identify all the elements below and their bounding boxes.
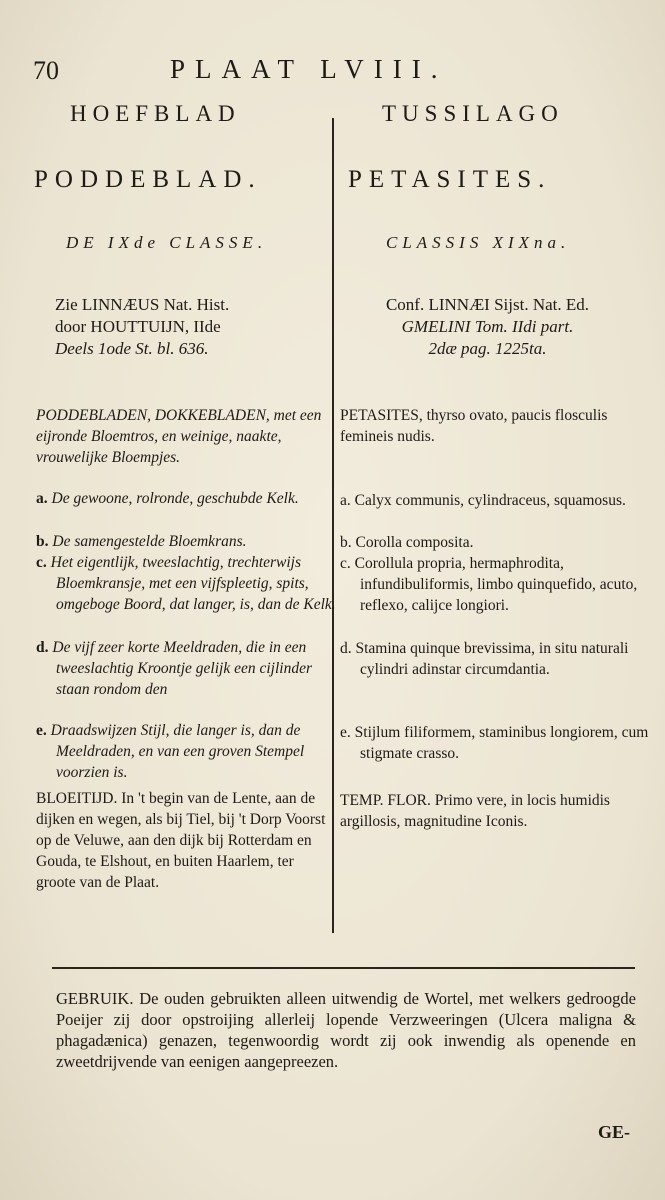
right-intro: PETASITES, thyrso ovato, paucis flosculis femineis nudis. bbox=[340, 407, 608, 445]
item-label: e. bbox=[340, 724, 351, 741]
gebruik-paragraph: GEBRUIK. De ouden gebruikten alleen uitwendig de Wortel, met welkers gedroogde Poeijer zij door opstroijing allerleij lopende Verzweeringen (Ulcera maligna & phagadænica) genazen, tegenwoordig wordt zij ook inwendig als openende en zweetdrijvende van eenigen aangepreezen. bbox=[56, 989, 636, 1071]
plate-title: PLAAT LVIII. bbox=[170, 54, 448, 84]
left-item-b bbox=[36, 531, 346, 552]
left-item-d bbox=[36, 637, 346, 700]
right-ref-line3: 2dæ pag. 1225ta. bbox=[428, 339, 547, 358]
right-title-tussilago: TUSSILAGO bbox=[382, 101, 564, 126]
left-intro: PODDEBLADEN, DOKKEBLADEN, met een eijronde Bloemtros, en weinige, naakte, vrouwelijke Bloempjes. bbox=[36, 407, 322, 466]
right-temp-flor: TEMP. FLOR. Primo vere, in locis humidis argillosis, magnitudine Iconis. bbox=[340, 792, 610, 830]
right-item-b bbox=[340, 532, 654, 553]
item-label: c. bbox=[340, 555, 351, 572]
item-text: Corollula propria, hermaphrodita, infundibuliformis, limbo quinquefido, acuto, reflexo, calijce longiori. bbox=[354, 555, 638, 614]
item-label: a. bbox=[36, 490, 48, 507]
right-ref-line2: GMELINI Tom. IIdi part. bbox=[401, 317, 574, 336]
left-ref-line2: door HOUTTUIJN, IIde bbox=[55, 317, 221, 336]
right-reference bbox=[340, 294, 635, 360]
item-text: De gewoone, rolronde, geschubde Kelk. bbox=[51, 490, 299, 507]
item-text: Draadswijzen Stijl, die langer is, dan de Meeldraden, en van een groven Stempel voorzien is. bbox=[50, 722, 305, 781]
item-label: e. bbox=[36, 722, 47, 739]
left-ref-line3: Deels 1ode St. bl. 636. bbox=[55, 339, 209, 358]
left-title-hoefblad: HOEFBLAD bbox=[70, 101, 241, 126]
item-label: a. bbox=[340, 492, 351, 509]
left-title-poddeblad: PODDEBLAD. bbox=[34, 166, 262, 193]
page-number: 70 bbox=[33, 56, 59, 85]
left-item-c bbox=[36, 552, 346, 615]
left-bloeitijd: BLOEITIJD. In 't begin van de Lente, aan de dijken en wegen, als bij Tiel, bij 't Dorp Voorst op de Veluwe, aan den dijk bij Rotterdam en Gouda, te Elshout, en buiten Haarlem, ter groote van de Plaat. bbox=[36, 790, 326, 891]
right-classis: CLASSIS XIXna. bbox=[386, 233, 571, 252]
left-classe: DE IXde CLASSE. bbox=[66, 233, 268, 252]
item-text: Corolla composita. bbox=[355, 534, 474, 551]
item-label: d. bbox=[36, 639, 49, 656]
right-item-c bbox=[340, 553, 654, 616]
left-item-a bbox=[36, 488, 346, 509]
left-item-e bbox=[36, 720, 346, 783]
catchword: GE- bbox=[598, 1122, 631, 1142]
item-text: Calyx communis, cylindraceus, squamosus. bbox=[354, 492, 626, 509]
item-label: b. bbox=[340, 534, 352, 551]
footer-rule bbox=[52, 967, 635, 969]
right-title-petasites: PETASITES. bbox=[348, 166, 552, 193]
item-text: De vijf zeer korte Meeldraden, die in een tweeslachtig Kroontje gelijk een cijlinder staan rondom den bbox=[52, 639, 312, 698]
left-ref-line1: Zie LINNÆUS Nat. Hist. bbox=[55, 295, 230, 314]
item-label: c. bbox=[36, 554, 47, 571]
item-label: d. bbox=[340, 640, 352, 657]
item-text: Het eigentlijk, tweeslachtig, trechterwijs Bloemkransje, met een vijfspleetig, spits, omgeboge Boord, dat langer, is, dan de Kelk. bbox=[50, 554, 336, 613]
item-label: b. bbox=[36, 533, 49, 550]
column-divider bbox=[332, 118, 334, 933]
right-item-d bbox=[340, 638, 654, 680]
right-ref-line1: Conf. LINNÆI Sijst. Nat. Ed. bbox=[385, 295, 590, 314]
item-text: De samengestelde Bloemkrans. bbox=[52, 533, 247, 550]
left-reference bbox=[55, 294, 317, 360]
right-item-e bbox=[340, 722, 654, 764]
item-text: Stamina quinque brevissima, in situ naturali cylindri adinstar circumdantia. bbox=[355, 640, 629, 678]
right-item-a bbox=[340, 490, 654, 511]
item-text: Stijlum filiformem, staminibus longiorem, cum stigmate crasso. bbox=[354, 724, 649, 762]
